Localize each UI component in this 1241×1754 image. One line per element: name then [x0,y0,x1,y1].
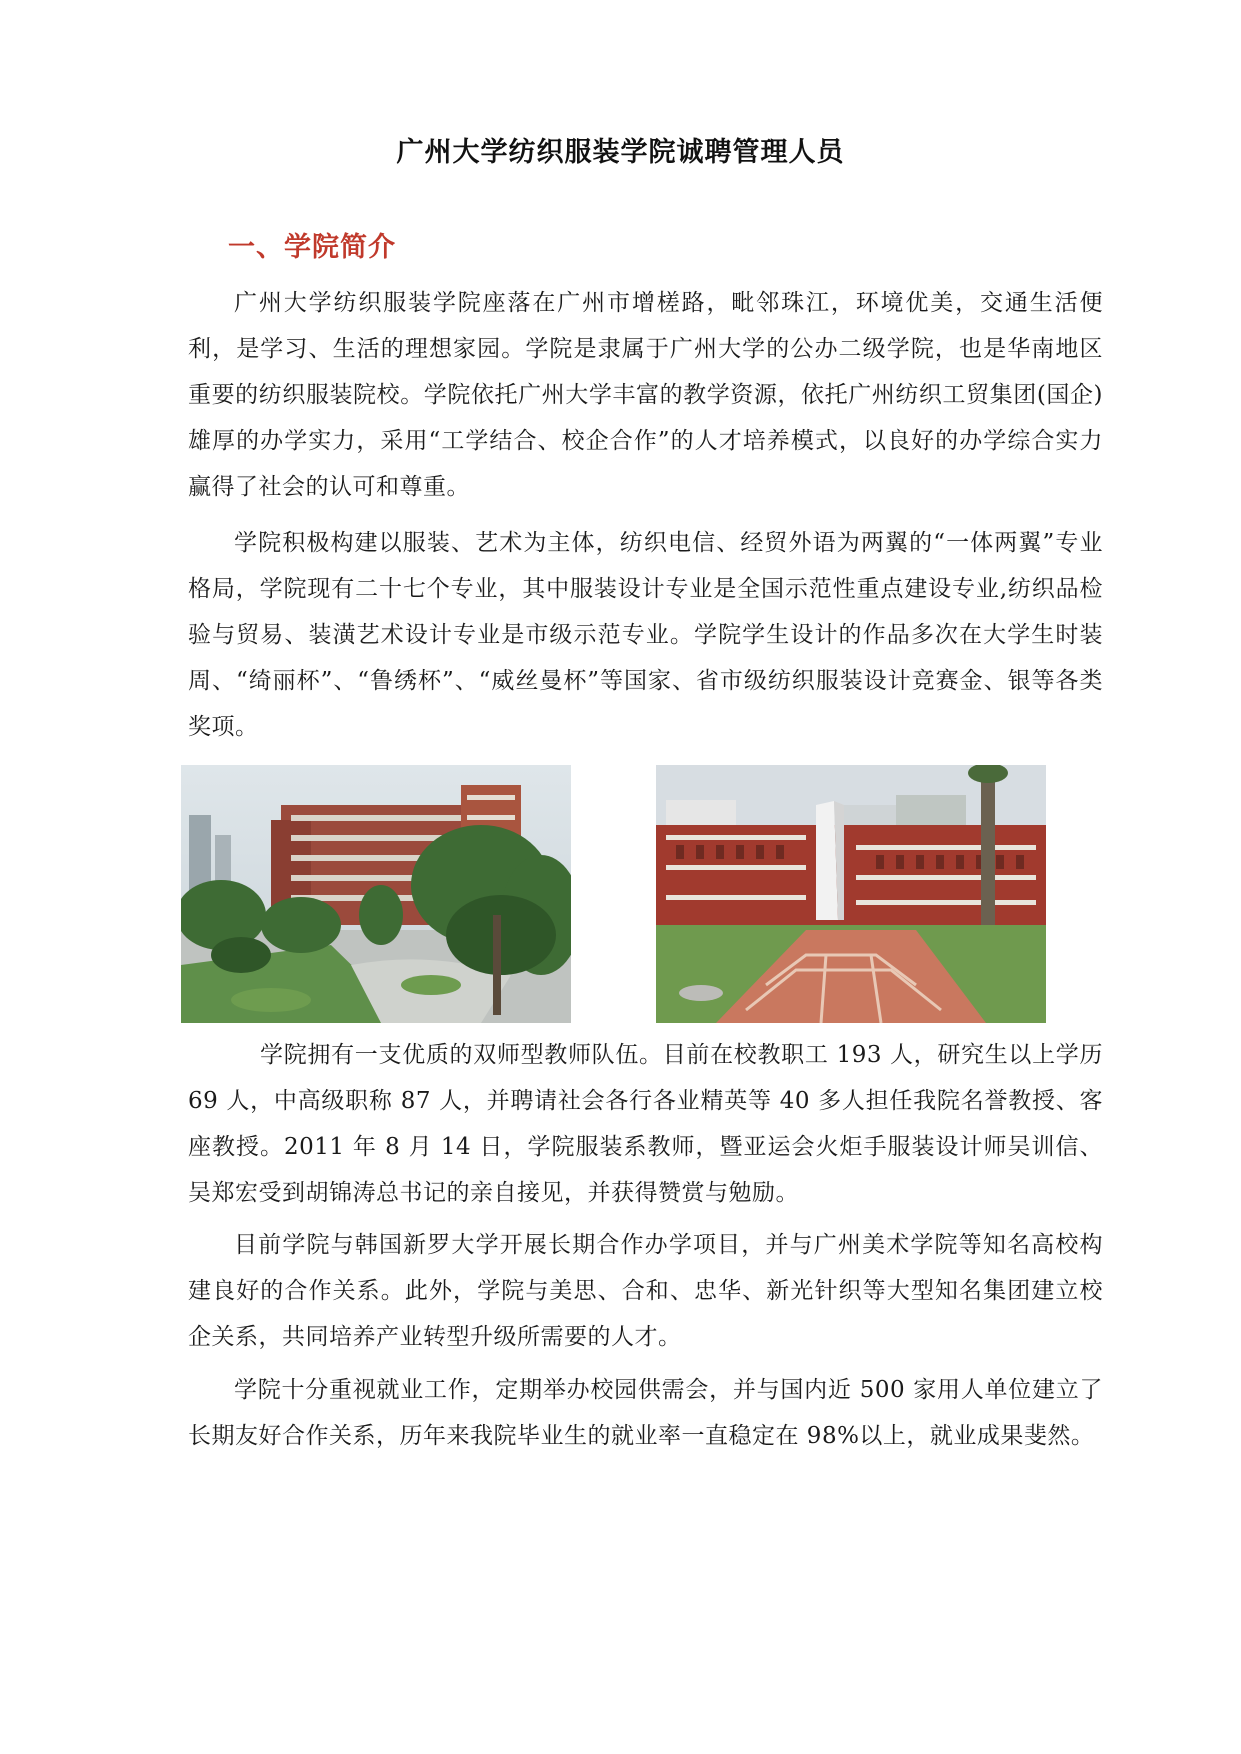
section-heading: 一、学院简介 [228,232,396,263]
page-title: 广州大学纺织服装学院诚聘管理人员 [396,137,845,168]
paragraph-introduction: 广州大学纺织服装学院座落在广州市增槎路，毗邻珠江，环境优美，交通生活便利，是学习、生活的理想家园。学院是隶属于广州大学的公办二级学院，也是华南地区重要的纺织服装院校。学院依托广州大学丰富的教学资源，依托广州纺织工贸集团(国企)雄厚的办学实力，采用“工学结合、校企合作”的人才培养模式，以良好的办学综合实力赢得了社会的认可和尊重。 [188,290,1103,500]
paragraph-faculty: 学院拥有一支优质的双师型教师队伍。目前在校教职工 193 人，研究生以上学历 69 人，中高级职称 87 人，并聘请社会各行各业精英等 40 多人担任我院名誉教授、客座教授。2011 年 8 月 14 日，学院服装系教师，暨亚运会火炬手服装设计师吴训信、吴郑宏受到胡锦涛总书记的亲自接见，并获得赞赏与勉励。 [188,1042,1103,1206]
paragraph-cooperation: 目前学院与韩国新罗大学开展长期合作办学项目，并与广州美术学院等知名高校构建良好的合作关系。此外，学院与美思、合和、忠华、新光针织等大型知名集团建立校企关系，共同培养产业转型升级所需要的人才。 [188,1232,1103,1350]
paragraph-employment: 学院十分重视就业工作，定期举办校园供需会，并与国内近 500 家用人单位建立了长期友好合作关系，历年来我院毕业生的就业率一直稳定在 98%以上，就业成果斐然。 [188,1377,1103,1449]
paragraph-majors: 学院积极构建以服装、艺术为主体，纺织电信、经贸外语为两翼的“一体两翼”专业格局，学院现有二十七个专业，其中服装设计专业是全国示范性重点建设专业,纺织品检验与贸易、装潢艺术设计专业是市级示范专业。学院学生设计的作品多次在大学生时装周、“绮丽杯”、“鲁绣杯”、“威丝曼杯”等国家、省市级纺织服装设计竞赛金、银等各类奖项。 [188,530,1103,740]
campus-photo-left [181,765,571,1023]
campus-photo-right [656,765,1046,1023]
